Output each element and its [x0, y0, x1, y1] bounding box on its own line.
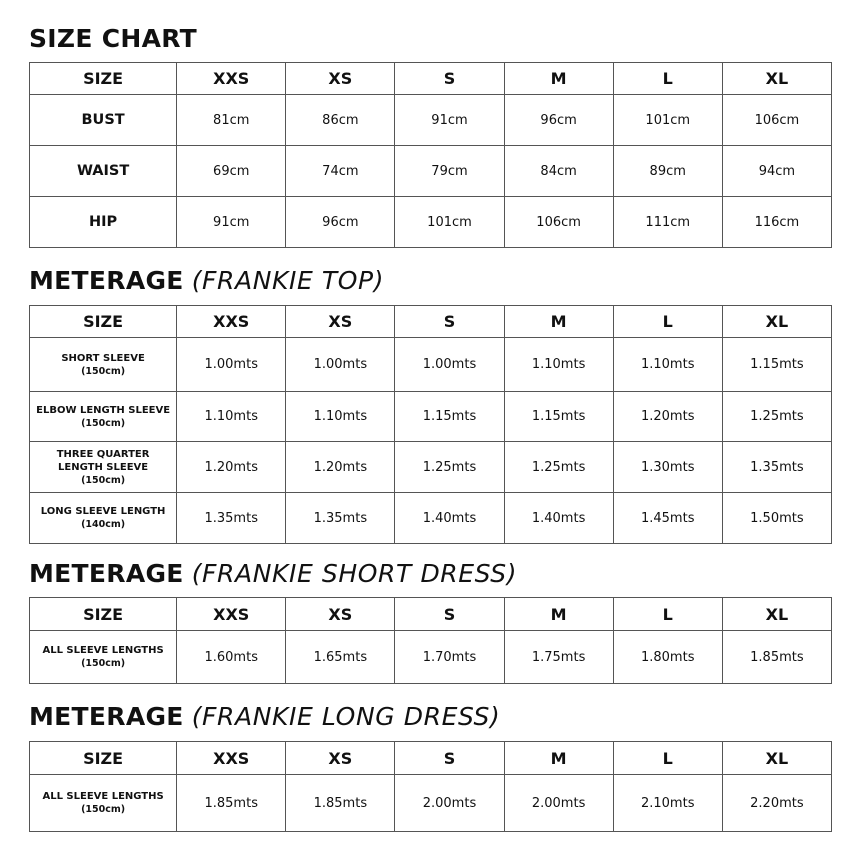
table-cell: 1.45mts [613, 493, 722, 544]
table-cell: 116cm [722, 197, 831, 248]
table-cell: 101cm [613, 95, 722, 146]
row-label-text: THREE QUARTER LENGTH SLEEVE [56, 448, 150, 473]
table-header-row [30, 306, 832, 338]
table-header-row [30, 63, 832, 95]
header-cell-s: S [395, 306, 504, 338]
header-cell-m: M [504, 742, 613, 775]
row-label-unit: (150cm) [81, 474, 126, 486]
table-cell: 1.85mts [722, 631, 831, 684]
header-cell-size: SIZE [30, 306, 177, 338]
row-label-unit: (150cm) [81, 804, 126, 815]
meterage-subtitle-text: (FRANKIE SHORT DRESS) [191, 559, 518, 588]
table-cell: 1.00mts [395, 338, 504, 392]
row-label: HIP [30, 197, 177, 248]
header-cell-xxs: XXS [177, 742, 286, 775]
table-cell: 2.10mts [613, 775, 722, 832]
table-header-row [30, 742, 832, 775]
table-cell: 89cm [613, 146, 722, 197]
header-cell-s: S [395, 598, 504, 631]
table-cell: 1.10mts [177, 392, 286, 442]
table-cell: 1.40mts [395, 493, 504, 544]
header-cell-m: M [504, 598, 613, 631]
table-cell: 1.50mts [722, 493, 831, 544]
meterage-long-dress-title [29, 702, 500, 731]
row-label [30, 775, 177, 832]
header-cell-size: SIZE [30, 63, 177, 95]
meterage-subtitle-text: (FRANKIE LONG DRESS) [191, 702, 501, 731]
table-cell: 1.15mts [395, 392, 504, 442]
table-cell: 1.20mts [177, 442, 286, 493]
table-row-waist [30, 146, 832, 197]
table-cell: 2.00mts [395, 775, 504, 832]
row-label [30, 631, 177, 684]
table-cell: 96cm [286, 197, 395, 248]
header-cell-s: S [395, 63, 504, 95]
meterage-short-dress-table [29, 597, 832, 684]
row-label [30, 338, 177, 392]
size-chart-title-text: SIZE CHART [29, 24, 198, 53]
meterage-subtitle-text: (FRANKIE TOP) [191, 266, 385, 295]
table-row-bust [30, 95, 832, 146]
header-cell-l: L [613, 598, 722, 631]
header-cell-xl: XL [722, 742, 831, 775]
row-label: BUST [30, 95, 177, 146]
table-row-elbow-sleeve [30, 392, 832, 442]
table-cell: 1.30mts [613, 442, 722, 493]
table-cell: 84cm [504, 146, 613, 197]
table-cell: 1.80mts [613, 631, 722, 684]
row-label-text: ALL SLEEVE LENGTHS [42, 645, 164, 656]
table-cell: 1.70mts [395, 631, 504, 684]
table-cell: 1.10mts [504, 338, 613, 392]
header-cell-m: M [504, 63, 613, 95]
table-cell: 1.85mts [177, 775, 286, 832]
header-cell-xxs: XXS [177, 306, 286, 338]
table-cell: 74cm [286, 146, 395, 197]
header-cell-l: L [613, 306, 722, 338]
table-cell: 1.85mts [286, 775, 395, 832]
table-cell: 1.40mts [504, 493, 613, 544]
row-label-unit: (140cm) [81, 519, 126, 530]
header-cell-size: SIZE [30, 598, 177, 631]
table-cell: 1.20mts [613, 392, 722, 442]
header-cell-xs: XS [286, 306, 395, 338]
table-cell: 1.15mts [504, 392, 613, 442]
row-label-text: ALL SLEEVE LENGTHS [42, 791, 164, 802]
table-cell: 106cm [722, 95, 831, 146]
header-cell-l: L [613, 742, 722, 775]
table-cell: 94cm [722, 146, 831, 197]
row-label [30, 493, 177, 544]
table-cell: 1.25mts [722, 392, 831, 442]
table-cell: 1.10mts [286, 392, 395, 442]
table-cell: 1.15mts [722, 338, 831, 392]
table-cell: 1.35mts [722, 442, 831, 493]
table-row-all-sleeve-lengths [30, 775, 832, 832]
meterage-title-text: METERAGE [29, 266, 184, 295]
table-cell: 69cm [177, 146, 286, 197]
row-label-unit: (150cm) [81, 658, 126, 669]
row-label [30, 442, 177, 493]
table-cell: 2.00mts [504, 775, 613, 832]
header-cell-l: L [613, 63, 722, 95]
row-label: WAIST [30, 146, 177, 197]
header-cell-xs: XS [286, 63, 395, 95]
header-cell-xs: XS [286, 742, 395, 775]
table-cell: 1.65mts [286, 631, 395, 684]
table-row-three-quarter-sleeve [30, 442, 832, 493]
table-cell: 1.35mts [177, 493, 286, 544]
table-cell: 1.00mts [177, 338, 286, 392]
header-cell-xl: XL [722, 598, 831, 631]
header-cell-xl: XL [722, 63, 831, 95]
table-cell: 2.20mts [722, 775, 831, 832]
header-cell-m: M [504, 306, 613, 338]
table-cell: 1.00mts [286, 338, 395, 392]
row-label [30, 392, 177, 442]
table-cell: 96cm [504, 95, 613, 146]
table-cell: 86cm [286, 95, 395, 146]
row-label-unit: (150cm) [81, 417, 126, 429]
header-cell-s: S [395, 742, 504, 775]
table-cell: 101cm [395, 197, 504, 248]
table-row-all-sleeve-lengths [30, 631, 832, 684]
header-cell-xxs: XXS [177, 598, 286, 631]
size-chart-table [29, 62, 832, 248]
table-cell: 91cm [395, 95, 504, 146]
meterage-long-dress-table [29, 741, 832, 832]
header-cell-xs: XS [286, 598, 395, 631]
row-label-unit: (150cm) [81, 365, 126, 377]
table-row-long-sleeve [30, 493, 832, 544]
table-header-row [30, 598, 832, 631]
table-cell: 91cm [177, 197, 286, 248]
table-cell: 1.20mts [286, 442, 395, 493]
meterage-title-text: METERAGE [29, 702, 184, 731]
table-cell: 1.10mts [613, 338, 722, 392]
table-cell: 79cm [395, 146, 504, 197]
header-cell-xxs: XXS [177, 63, 286, 95]
meterage-title-text: METERAGE [29, 559, 184, 588]
table-cell: 106cm [504, 197, 613, 248]
table-cell: 1.25mts [504, 442, 613, 493]
size-chart-title [29, 24, 197, 53]
row-label-text: SHORT SLEEVE [61, 352, 145, 364]
meterage-short-dress-title [29, 559, 517, 588]
table-row-short-sleeve [30, 338, 832, 392]
table-cell: 1.60mts [177, 631, 286, 684]
table-cell: 1.75mts [504, 631, 613, 684]
table-cell: 1.25mts [395, 442, 504, 493]
table-cell: 1.35mts [286, 493, 395, 544]
header-cell-size: SIZE [30, 742, 177, 775]
table-cell: 111cm [613, 197, 722, 248]
row-label-text: ELBOW LENGTH SLEEVE [36, 404, 171, 416]
meterage-top-table [29, 305, 832, 544]
table-cell: 81cm [177, 95, 286, 146]
table-row-hip [30, 197, 832, 248]
row-label-text: LONG SLEEVE LENGTH [40, 506, 166, 517]
header-cell-xl: XL [722, 306, 831, 338]
meterage-top-title [29, 266, 384, 295]
